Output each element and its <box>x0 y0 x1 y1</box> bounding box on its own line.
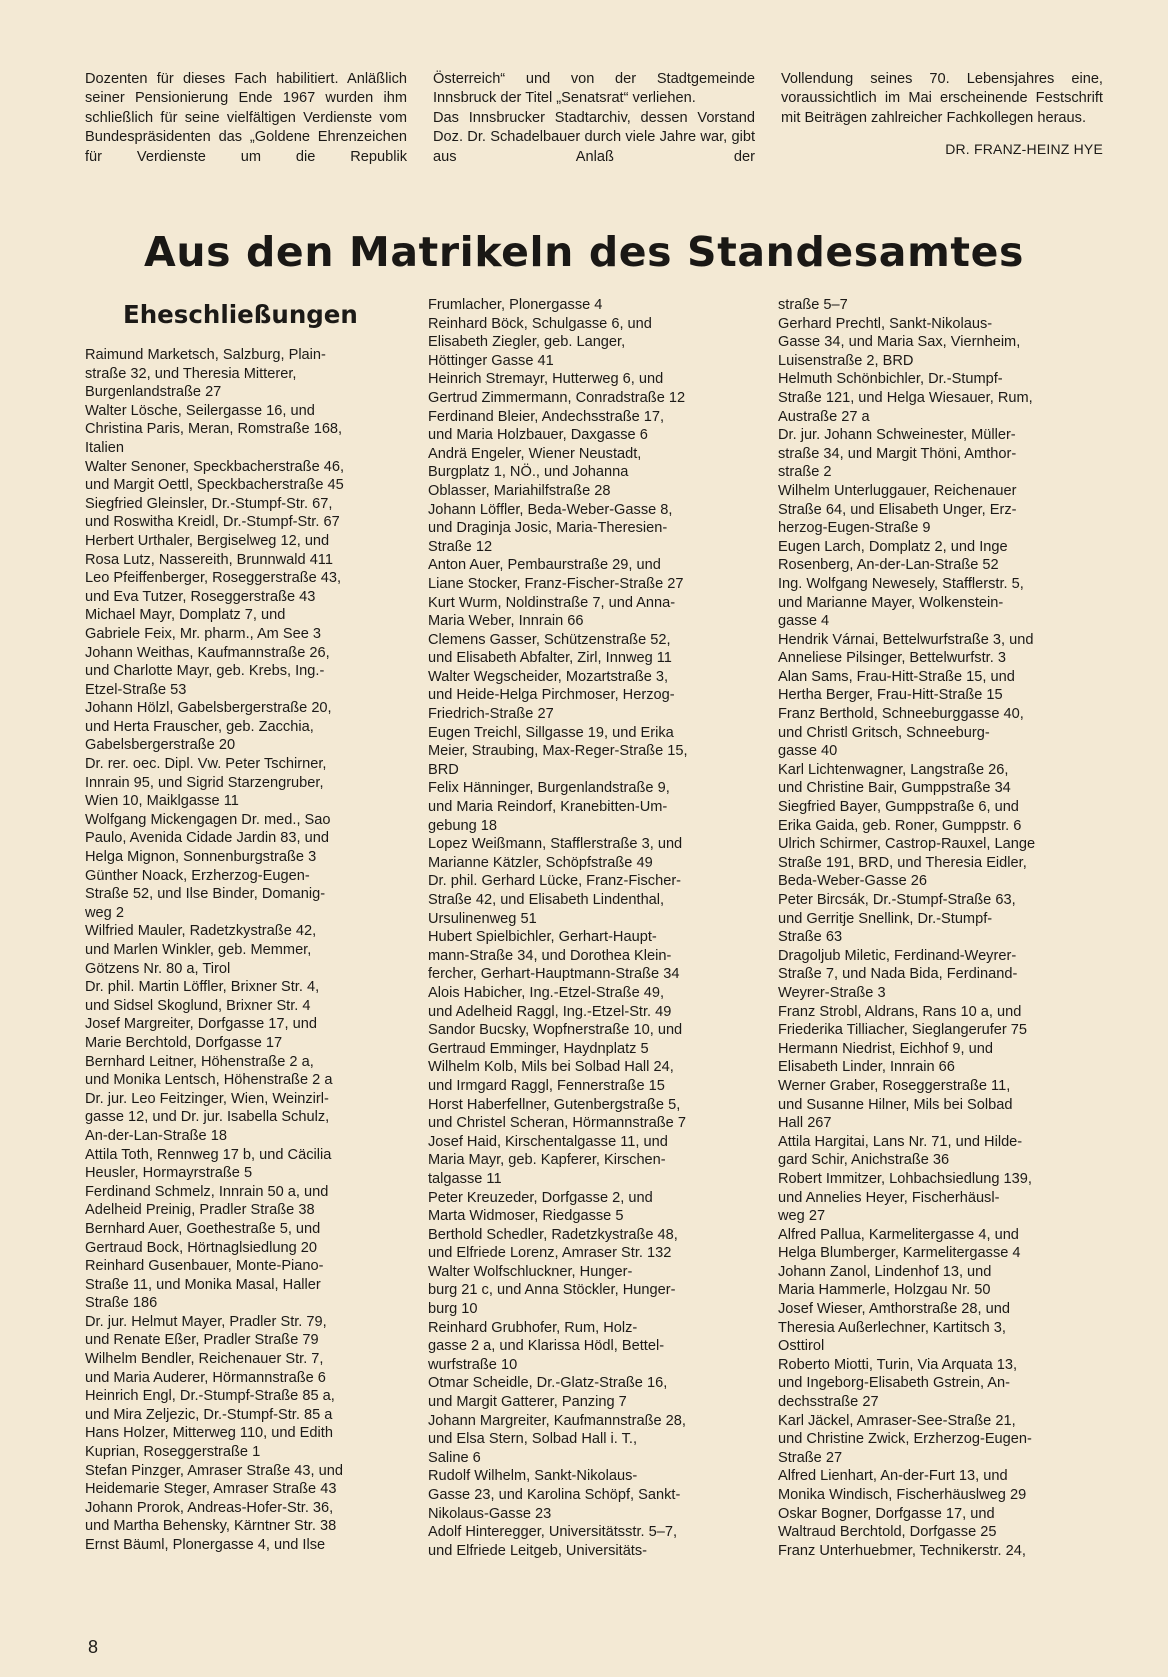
register-column-1 <box>85 296 408 1576</box>
register-column-3 <box>778 296 1108 1576</box>
marriage-entry: Ernst Bäuml, Plonergasse 4, und Ilse <box>85 1537 326 1553</box>
marriage-entry: Robert Immitzer, Lohbachsiedlung 139, und Annelies Heyer, Fischerhäusl- weg 27 <box>778 1170 1032 1225</box>
marriage-entry: Günther Noack, Erzherzog-Eugen- Straße 52, und Ilse Binder, Domanig- weg 2 <box>85 867 326 921</box>
marriage-entry: Wilhelm Bendler, Reichenauer Str. 7, und Maria Auderer, Hörmannstraße 6 <box>85 1351 326 1386</box>
intro-section <box>85 70 1105 167</box>
marriage-entry: Rudolf Wilhelm, Sankt-Nikolaus- Gasse 23, und Karolina Schöpf, Sankt- Nikolaus-Gasse 23 <box>428 1468 681 1522</box>
marriage-entry: Dr. rer. oec. Dipl. Vw. Peter Tschirner, Innrain 95, und Sigrid Starzengruber, Wien 10, Maiklgasse 11 <box>85 756 327 810</box>
marriage-entry: Wilhelm Unterluggauer, Reichenauer Straße 64, und Elisabeth Unger, Erz- herzog-Eugen-Straße 9 <box>778 482 1017 537</box>
marriage-entry: Walter Wolfschluckner, Hunger- burg 21 c, und Anna Stöckler, Hunger- burg 10 <box>428 1263 676 1318</box>
marriage-entry: Walter Lösche, Seilergasse 16, und Christina Paris, Meran, Romstraße 168, Italien <box>85 402 343 456</box>
marriage-entry: Peter Kreuzeder, Dorfgasse 2, und Marta Widmoser, Riedgasse 5 <box>428 1189 653 1225</box>
marriage-entry: Reinhard Grubhofer, Rum, Holz- gasse 2 a, und Klarissa Hödl, Bettel- wurfstraße 10 <box>428 1319 665 1373</box>
marriage-entry: Alfred Pallua, Karmelitergasse 4, und Helga Blumberger, Karmelitergasse 4 <box>778 1226 1021 1262</box>
marriage-entry: Hans Holzer, Mitterweg 110, und Edith Kuprian, Roseggerstraße 1 <box>85 1425 333 1461</box>
marriage-entry: Michael Mayr, Domplatz 7, und Gabriele Feix, Mr. pharm., Am See 3 <box>85 607 322 642</box>
marriage-entry: Wilhelm Kolb, Mils bei Solbad Hall 24, und Irmgard Raggl, Fennerstraße 15 <box>428 1059 674 1094</box>
marriage-entry: Ferdinand Schmelz, Innrain 50 a, und Adelheid Preinig, Pradler Straße 38 <box>85 1183 329 1219</box>
marriage-entry: Josef Wieser, Amthorstraße 28, und Theresia Außerlechner, Kartitsch 3, Osttirol <box>778 1301 1010 1355</box>
intro-column-3 <box>781 70 1103 167</box>
marriage-entry: Dr. jur. Johann Schweinester, Müller- straße 34, und Margit Thöni, Amthor- straße 2 <box>778 427 1017 481</box>
author-signature: DR. FRANZ-HEINZ HYE <box>945 141 1103 158</box>
marriage-entry: Anton Auer, Pembaurstraße 29, und Liane Stocker, Franz-Fischer-Straße 27 <box>428 557 684 592</box>
marriage-entry: Alfred Lienhart, An-der-Furt 13, und Monika Windisch, Fischerhäuslweg 29 <box>778 1468 1027 1503</box>
marriage-entry: Wilfried Mauler, Radetzkystraße 42, und Marlen Winkler, geb. Memmer, Götzens Nr. 80 a, Tirol <box>85 923 317 977</box>
marriage-entry: Werner Graber, Roseggerstraße 11, und Susanne Hilner, Mils bei Solbad Hall 267 <box>778 1077 1013 1132</box>
intro-paragraph-4: Vollendung seines 70. Lebensjahres eine, voraussichtlich im Mai erscheinende Festschrift mit Beiträgen zahlreicher Fachkollegen heraus. <box>781 71 1103 126</box>
marriage-entry: Heinrich Engl, Dr.-Stumpf-Straße 85 a, und Mira Zeljezic, Dr.-Stumpf-Str. 85 a <box>85 1388 335 1423</box>
marriage-entry: Berthold Schedler, Radetzkystraße 48, und Elfriede Lorenz, Amraser Str. 132 <box>428 1226 678 1262</box>
page-number: 8 <box>88 1637 99 1657</box>
marriage-entry: Josef Haid, Kirschentalgasse 11, und Maria Mayr, geb. Kapferer, Kirschen- talgasse 11 <box>428 1133 668 1187</box>
marriage-entry: Dragoljub Miletic, Ferdinand-Weyrer- Straße 7, und Nada Bida, Ferdinand- Weyrer-Straße 3 <box>778 947 1018 1001</box>
marriage-entry: Alois Habicher, Ing.-Etzel-Straße 49, und Adelheid Raggl, Ing.-Etzel-Str. 49 <box>428 984 672 1020</box>
marriage-entry: Horst Haberfellner, Gutenbergstraße 5, und Christel Scheran, Hörmannstraße 7 <box>428 1096 686 1132</box>
marriage-entry: Karl Lichtenwagner, Langstraße 26, und Christine Bair, Gumppstraße 34 <box>778 761 1011 797</box>
marriage-entry: Karl Jäckel, Amraser-See-Straße 21, und Christine Zwick, Erzherzog-Eugen- Straße 27 <box>778 1412 1032 1466</box>
marriage-entry: Wolfgang Mickengagen Dr. med., Sao Paulo, Avenida Cidade Jardin 83, und Helga Mignon, Sonnenburgstraße 3 <box>85 811 331 866</box>
marriage-entry: Raimund Marketsch, Salzburg, Plain- straße 32, und Theresia Mitterer, Burgenlandstraße 27 <box>85 347 326 401</box>
marriage-entry: Bernhard Leitner, Höhenstraße 2 a, und Monika Lentsch, Höhenstraße 2 a <box>85 1053 333 1089</box>
intro-paragraph-2: Österreich“ und von der Stadtgemeinde Innsbruck der Titel „Senatsrat“ verliehen. <box>433 71 755 107</box>
marriage-entry: Felix Hänninger, Burgenlandstraße 9, und Maria Reindorf, Kranebitten-Um- gebung 18 <box>428 780 670 834</box>
marriage-entry: Reinhard Böck, Schulgasse 6, und Elisabeth Ziegler, geb. Langer, Höttinger Gasse 41 <box>428 315 652 369</box>
marriage-entry: Helmuth Schönbichler, Dr.-Stumpf- Straße 121, und Helga Wiesauer, Rum, Austraße 27 a <box>778 371 1033 425</box>
marriage-entry: Bernhard Auer, Goethestraße 5, und Gertraud Bock, Hörtnaglsiedlung 20 <box>85 1220 321 1256</box>
marriage-entry: Andrä Engeler, Wiener Neustadt, Burgplatz 1, NÖ., und Johanna Oblasser, Mariahilfstraße 28 <box>428 445 642 499</box>
intro-column-2 <box>433 70 755 167</box>
marriage-entry: Lopez Weißmann, Stafflerstraße 3, und Marianne Kätzler, Schöpfstraße 49 <box>428 836 683 871</box>
marriage-entry: Johann Prorok, Andreas-Hofer-Str. 36, und Martha Behensky, Kärntner Str. 38 <box>85 1499 337 1535</box>
marriage-entry: Eugen Treichl, Sillgasse 19, und Erika Meier, Straubing, Max-Reger-Straße 15, BRD <box>428 724 688 778</box>
marriage-entry: Walter Senoner, Speckbacherstraße 46, und Margit Oettl, Speckbacherstraße 45 <box>85 458 345 494</box>
marriage-entry: Leo Pfeiffenberger, Roseggerstraße 43, und Eva Tutzer, Roseggerstraße 43 <box>85 570 342 605</box>
marriage-entry: Attila Hargitai, Lans Nr. 71, und Hilde- gard Schir, Anichstraße 36 <box>778 1133 1023 1169</box>
page-title: Aus den Matrikeln des Standesamtes <box>143 228 1025 276</box>
marriage-entry: Ing. Wolfgang Newesely, Stafflerstr. 5, und Marianne Mayer, Wolkenstein- gasse 4 <box>778 575 1024 630</box>
marriage-entry: Roberto Miotti, Turin, Via Arquata 13, und Ingeborg-Elisabeth Gstrein, An- dechsstraße 27 <box>778 1356 1018 1411</box>
intro-paragraph-3: Das Innsbrucker Stadtarchiv, dessen Vorstand Doz. Dr. Schadelbauer durch viele Jahre war, gibt aus Anlaß der <box>433 109 755 165</box>
intro-column-1 <box>85 70 407 167</box>
section-heading: Eheschließungen <box>123 300 358 329</box>
marriage-entry: Walter Wegscheider, Mozartstraße 3, und Heide-Helga Pirchmoser, Herzog- Friedrich-Straße 27 <box>428 668 675 723</box>
marriage-entry: Dr. jur. Leo Feitzinger, Wien, Weinzirl- gasse 12, und Dr. jur. Isabella Schulz, An-der-Lan-Straße 18 <box>85 1090 330 1144</box>
marriage-entry: Dr. phil. Martin Löffler, Brixner Str. 4, und Sidsel Skoglund, Brixner Str. 4 <box>85 979 320 1014</box>
marriage-entry: Herbert Urthaler, Bergiselweg 12, und Rosa Lutz, Nassereith, Brunnwald 411 <box>85 532 333 568</box>
marriage-entry: Stefan Pinzger, Amraser Straße 43, und Heidemarie Steger, Amraser Straße 43 <box>85 1462 343 1498</box>
marriage-entry: Kurt Wurm, Noldinstraße 7, und Anna- Maria Weber, Innrain 66 <box>428 594 676 630</box>
marriage-entry: straße 5–7 <box>778 297 848 313</box>
marriage-entry: Otmar Scheidle, Dr.-Glatz-Straße 16, und Margit Gatterer, Panzing 7 <box>428 1375 668 1411</box>
marriage-entry: Franz Unterhuebmer, Technikerstr. 24, <box>778 1542 1026 1559</box>
marriage-entry: Dr. phil. Gerhard Lücke, Franz-Fischer- Straße 42, und Elisabeth Lindenthal, Ursulinenweg 51 <box>428 873 682 927</box>
marriage-entry: Johann Zanol, Lindenhof 13, und Maria Hammerle, Holzgau Nr. 50 <box>778 1263 992 1299</box>
marriage-entry: Hermann Niedrist, Eichhof 9, und Elisabeth Linder, Innrain 66 <box>778 1040 993 1076</box>
marriage-entry: Hendrik Várnai, Bettelwurfstraße 3, und Anneliese Pilsinger, Bettelwurfstr. 3 <box>778 631 1034 667</box>
intro-paragraph-1: Dozenten für dieses Fach habilitiert. Anläßlich seiner Pensionierung Ende 1967 wurden ihm schließlich für seine vielfältigen Verdienste vom Bundespräsidenten das „Goldene Ehrenzeichen für Verdienste um die Republik <box>85 71 407 165</box>
register-column-2 <box>428 296 758 1576</box>
marriage-entry: Ferdinand Bleier, Andechsstraße 17, und Maria Holzbauer, Daxgasse 6 <box>428 408 665 444</box>
marriage-entry: Siegfried Gleinsler, Dr.-Stumpf-Str. 67, und Roswitha Kreidl, Dr.-Stumpf-Str. 67 <box>85 495 340 531</box>
marriage-entry: Siegfried Bayer, Gumppstraße 6, und Erika Gaida, geb. Roner, Gumppstr. 6 <box>778 799 1022 834</box>
marriage-entry: Franz Berthold, Schneeburggasse 40, und Christl Gritsch, Schneeburg- gasse 40 <box>778 706 1024 760</box>
marriage-entry: Johann Weithas, Kaufmannstraße 26, und Charlotte Mayr, geb. Krebs, Ing.- Etzel-Straße 53 <box>85 644 330 698</box>
marriage-entry: Heinrich Stremayr, Hutterweg 6, und Gertrud Zimmermann, Conradstraße 12 <box>428 371 686 406</box>
marriage-entry: Oskar Bogner, Dorfgasse 17, und Waltraud Berchtold, Dorfgasse 25 <box>778 1505 997 1541</box>
marriage-entry: Alan Sams, Frau-Hitt-Straße 15, und Hertha Berger, Frau-Hitt-Straße 15 <box>778 668 1015 704</box>
marriage-entry: Attila Toth, Rennweg 17 b, und Cäcilia Heusler, Hormayrstraße 5 <box>85 1146 332 1182</box>
marriage-entry: Hubert Spielbichler, Gerhart-Haupt- mann-Straße 34, und Dorothea Klein- fercher, Gerhart-Hauptmann-Straße 34 <box>428 929 680 983</box>
marriage-entry: Clemens Gasser, Schützenstraße 52, und Elisabeth Abfalter, Zirl, Innweg 11 <box>428 631 672 667</box>
marriage-entry: Johann Margreiter, Kaufmannstraße 28, und Elsa Stern, Solbad Hall i. T., Saline 6 <box>428 1412 686 1466</box>
marriage-entry: Gerhard Prechtl, Sankt-Nikolaus- Gasse 34, und Maria Sax, Viernheim, Luisenstraße 2, BRD <box>778 315 1021 369</box>
marriage-entry: Sandor Bucsky, Wopfnerstraße 10, und Gertraud Emminger, Haydnplatz 5 <box>428 1022 683 1057</box>
marriage-entry: Ulrich Schirmer, Castrop-Rauxel, Lange Straße 191, BRD, und Theresia Eidler, Beda-Weber-Gasse 26 <box>778 836 1036 890</box>
marriage-entry: Peter Bircsák, Dr.-Stumpf-Straße 63, und Gerritje Snellink, Dr.-Stumpf- Straße 63 <box>778 892 1016 946</box>
marriage-entry: Franz Strobl, Aldrans, Rans 10 a, und Friederika Tilliacher, Sieglangerufer 75 <box>778 1003 1028 1039</box>
marriage-entry: Eugen Larch, Domplatz 2, und Inge Rosenberg, An-der-Lan-Straße 52 <box>778 538 1008 574</box>
marriage-entry: Reinhard Gusenbauer, Monte-Piano- Straße 11, und Monika Masal, Haller Straße 186 <box>85 1258 324 1312</box>
marriage-entry: Johann Hölzl, Gabelsbergerstraße 20, und Herta Frauscher, geb. Zacchia, Gabelsbergerstraße 20 <box>85 700 332 754</box>
marriage-entry: Josef Margreiter, Dorfgasse 17, und Marie Berchtold, Dorfgasse 17 <box>85 1016 317 1051</box>
marriage-entry: Adolf Hinteregger, Universitätsstr. 5–7, und Elfriede Leitgeb, Universitäts- <box>428 1524 678 1559</box>
marriage-entry: Dr. jur. Helmut Mayer, Pradler Str. 79, und Renate Eßer, Pradler Straße 79 <box>85 1313 327 1349</box>
marriage-entry: Johann Löffler, Beda-Weber-Gasse 8, und Draginja Josic, Maria-Theresien- Straße 12 <box>428 501 673 555</box>
register-columns <box>85 296 1110 1576</box>
marriage-entry: Frumlacher, Plonergasse 4 <box>428 297 603 313</box>
